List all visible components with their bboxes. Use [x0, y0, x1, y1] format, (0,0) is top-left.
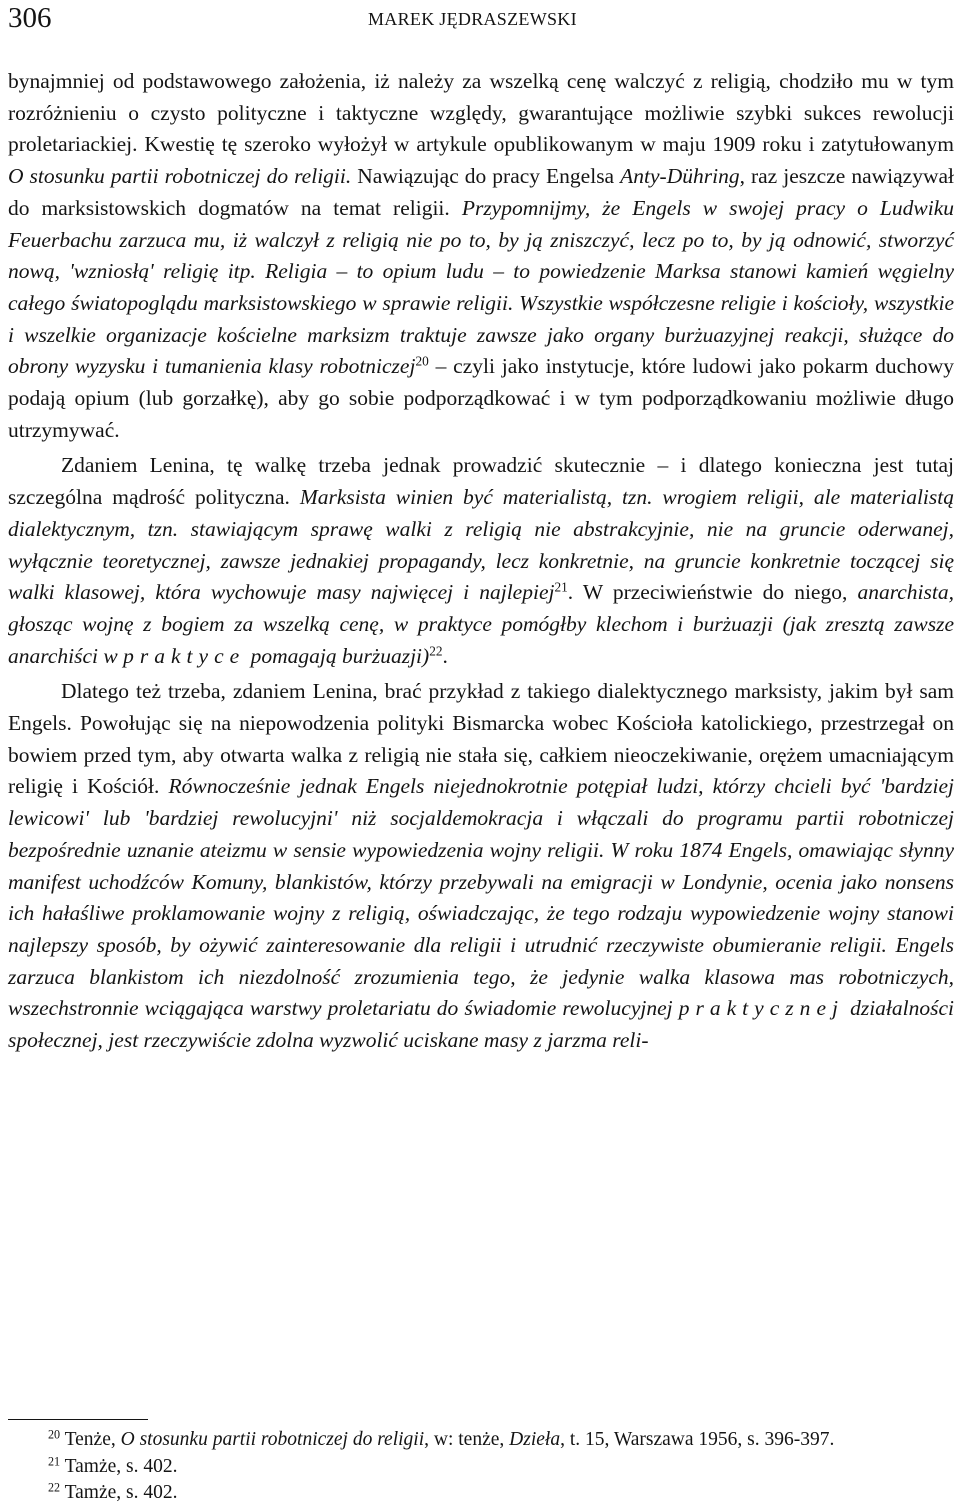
- italic-run: O stosunku partii robotniczej do religii: [120, 1429, 425, 1450]
- text-run: , t. 15, Warszawa 1956, s. 396-397.: [560, 1429, 835, 1450]
- text-run: , raz jeszcze nawiązywał do marksistowskich dogmatów na temat religii.: [8, 164, 954, 220]
- text-run: , w: tenże,: [424, 1429, 510, 1450]
- footnote-21: [8, 1454, 954, 1481]
- text-run: Tamże, s. 402.: [60, 1482, 178, 1503]
- italic-run: Anty-Dühring: [620, 164, 740, 189]
- italic-run: Równocześnie jednak Engels niejednokrotnie potępiał ludzi, którzy chcieli być 'bardziej lewicowi' lub 'bardziej rewolucyjni' niż socjaldemokracja i włączali do programu partii robotniczej bezpośrednie uznanie ateizmu w sensie wypowiedzenia wojny religii. W roku 1874 Engels, omawiając słynny manifest uchodźców Komuny, blankistów, którzy przebywali na emigracji w Londynie, ocenia jako nonsens ich hałaśliwe proklamowanie wojny z religią, oświadczając, że tego rodzaju wypowiedzenie wojny stanowi najlepszy sposób, by ożywić zainteresowanie dla religii i utrudnić rzeczywiste obumieranie religii. Engels zarzuca blankistom ich niezdolność zrozumienia tego, że jedynie walka klasowa mas robotniczych, wszechstronnie wciągająca warstwy proletariatu do świadomie rewolucyjnej: [8, 774, 954, 1021]
- footnote-number: 21: [48, 1453, 61, 1468]
- paragraph-2: [8, 450, 954, 672]
- text-run: bynajmniej od podstawowego założenia, iż należy za wszelką cenę walczyć z religią, chodziło mu w tym rozróżnieniu o czysto polityczne i taktyczne względy, gwarantujące możliwie szybki sukces rewolucji proletariackiej. Kwestię tę szeroko wyłożył w artykule opublikowanym w maju 1909 roku i zatytułowanym: [8, 69, 954, 157]
- italic-run: Dzieła: [509, 1429, 561, 1450]
- footnotes: [8, 1427, 954, 1507]
- running-title: MAREK JĘDRASZEWSKI: [368, 9, 577, 29]
- paragraph-1: [8, 66, 954, 446]
- italic-run: Marksista winien być materialistą, tzn. wrogiem religii, ale materialistą dialektycznym, tzn. stawiającym sprawę walki z religią nie abstrakcyjnie, nie na gruncie oderwanej, wyłącznie teoretycznej, zawsze jednakiej propagandy, lecz konkretnie, na gruncie konkretnie toczącej się walki klasowej, która wychowuje masy najwięcej i najlepiej: [8, 485, 954, 605]
- italic-run: O stosunku partii robotniczej do religii.: [8, 164, 352, 189]
- page-header: [8, 2, 954, 38]
- footnote-20: [8, 1427, 954, 1454]
- footnote-22: [8, 1480, 954, 1507]
- paragraph-3: [8, 676, 954, 1056]
- italic-run: działalności społecznej, jest rzeczywiście zdolna wyzwolić uciskane masy z jarzma reli-: [8, 996, 954, 1053]
- text-run: Zdaniem Lenina, tę walkę trzeba jednak prowadzić skutecznie – i dlatego konieczna jest tutaj szczególna mądrość polityczna.: [8, 453, 954, 510]
- text-run: .: [442, 643, 448, 668]
- document-page: [8, 0, 954, 1506]
- text-run: Nawiązując do pracy Engelsa: [351, 164, 621, 189]
- spaced-italic-run: praktycznej: [678, 996, 845, 1021]
- footnote-number: 20: [48, 1427, 61, 1442]
- text-run: – czyli jako instytucje, które ludowi jako pokarm duchowy podają opium (lub gorzałkę), aby go sobie podporządkować i w tym podporządkowaniu możliwie długo utrzymywać.: [8, 354, 954, 442]
- text-run: Tamże, s. 402.: [60, 1455, 178, 1477]
- footnote-ref-21[interactable]: 21: [554, 579, 568, 595]
- footnote-ref-22[interactable]: 22: [429, 643, 443, 659]
- spaced-italic-run: praktyce: [123, 643, 246, 668]
- footnote-number: 22: [48, 1480, 61, 1495]
- italic-run: Przypomnijmy, że Engels w swojej pracy o Ludwiku Feuerbachu zarzuca mu, iż walczył z religią nie po to, by ją zniszczyć, lecz po to, by ją odnowić, stworzyć nową, 'wzniosłą' religię itp. Religia – to opium ludu – to powiedzenie Marksa stanowi kamień węgielny całego światopoglądu marksistowskiego w sprawie religii. Wszystkie współczesne religie i kościoły, wszystkie i wszelkie organizacje kościelne marksizm traktuje zawsze jako organy burżuazyjnej reakcji, służące do obrony wyzysku i tumanienia klasy robotniczej: [8, 195, 954, 379]
- text-run: Tenże,: [60, 1429, 121, 1450]
- body-text: [8, 66, 954, 1057]
- page-number: 306: [8, 2, 52, 34]
- footnote-divider: [8, 1419, 148, 1420]
- italic-run: pomagają burżuazji): [245, 643, 430, 668]
- italic-run: anarchista, głosząc wojnę z bogiem za wszelką cenę, w praktyce pomógłby klechom i burżuazji (jak zresztą zawsze anarchiści w: [8, 580, 954, 668]
- text-run: . W przeciwieństwie do niego,: [567, 580, 858, 605]
- text-run: Dlatego też trzeba, zdaniem Lenina, brać przykład z takiego dialektycznego marksisty, jakim był sam Engels. Powołując się na niepowodzenia polityki Bismarcka wobec Kościoła katolickiego, przestrzegał on bowiem przed tym, aby otwarta walka z religią nie stała się, całkiem nieoczekiwanie, orężem umacniającym religię i Kościół.: [8, 679, 954, 799]
- footnote-ref-20[interactable]: 20: [415, 354, 429, 369]
